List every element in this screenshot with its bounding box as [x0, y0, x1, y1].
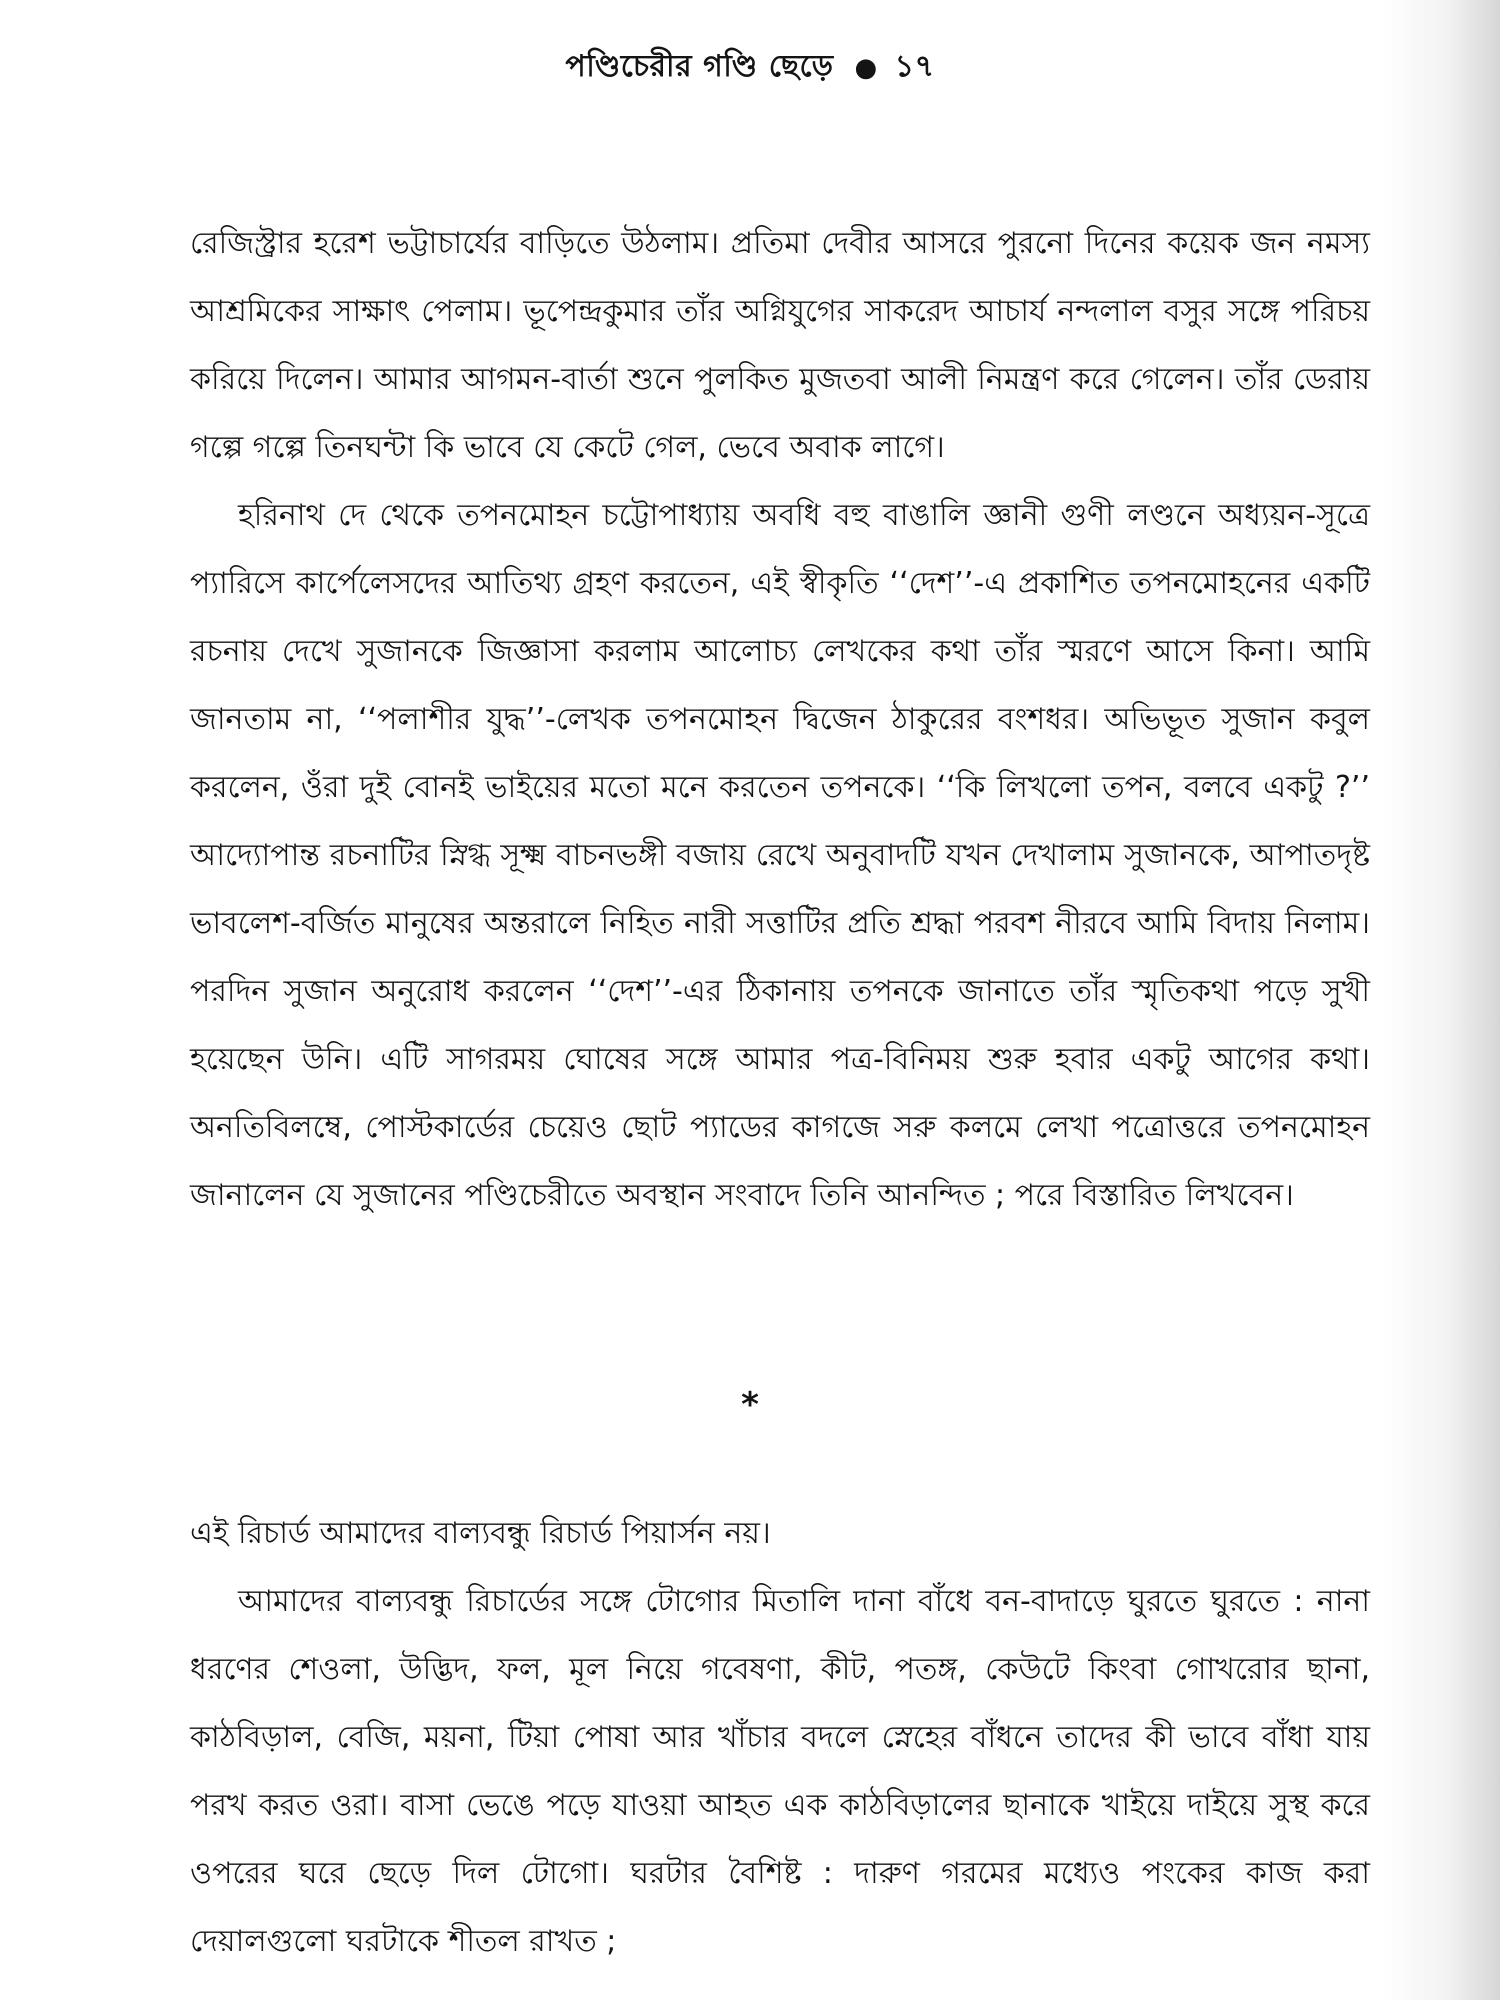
section-one: [190, 210, 1370, 1230]
paragraph: এই রিচার্ড আমাদের বাল্যবন্ধু রিচার্ড পিয়ার্সন নয়।: [190, 1516, 771, 1551]
section-two: [190, 1500, 1370, 1976]
paragraph: আমাদের বাল্যবন্ধু রিচার্ডের সঙ্গে টোগোর মিতালি দানা বাঁধে বন-বাদাড়ে ঘুরতে ঘুরতে : নানা ধরণের শেওলা, উদ্ভিদ, ফল, মূল নিয়ে গবেষণা, কীট, পতঙ্গ, কেউটে কিংবা গোখরোর ছানা, কাঠবিড়াল, বেজি, ময়না, টিয়া পোষা আর খাঁচার বদলে স্নেহের বাঁধনে তাদের কী ভাবে বাঁধা যায় পরখ করত ওরা। বাসা ভেঙে পড়ে যাওয়া আহত এক কাঠবিড়ালের ছানাকে খাইয়ে দাইয়ে সুস্থ করে ওপরের ঘরে ছেড়ে দিল টোগো। ঘরটার বৈশিষ্ট : দারুণ গরমের মধ্যেও পংকের কাজ করা দেয়ালগুলো ঘরটাকে শীতল রাখত ;: [190, 1584, 1370, 1959]
paragraph: হরিনাথ দে থেকে তপনমোহন চট্টোপাধ্যায় অবধি বহু বাঙালি জ্ঞানী গুণী লণ্ডনে অধ্যয়ন-সূত্রে প্যারিসে কার্পেলেসদের আতিথ্য গ্রহণ করতেন, এই স্বীকৃতি ‘‘দেশ’’-এ প্রকাশিত তপনমোহনের একটি রচনায় দেখে সুজানকে জিজ্ঞাসা করলাম আলোচ্য লেখকের কথা তাঁর স্মরণে আসে কিনা। আমি জানতাম না, ‘‘পলাশীর যুদ্ধ’’-লেখক তপনমোহন দ্বিজেন ঠাকুরের বংশধর। অভিভূত সুজান কবুল করলেন, ওঁরা দুই বোনই ভাইয়ের মতো মনে করতেন তপনকে। ‘‘কি লিখলো তপন, বলবে একটু ?’’ আদ্যোপান্ত রচনাটির স্নিগ্ধ সূক্ষ্ম বাচনভঙ্গী বজায় রেখে অনুবাদটি যখন দেখালাম সুজানকে, আপাতদৃষ্ট ভাবলেশ-বর্জিত মানুষের অন্তরালে নিহিত নারী সত্তাটির প্রতি শ্রদ্ধা পরবশ নীরবে আমি বিদায় নিলাম। পরদিন সুজান অনুরোধ করলেন ‘‘দেশ’’-এর ঠিকানায় তপনকে জানাতে তাঁর স্মৃতিকথা পড়ে সুখী হয়েছেন উনি। এটি সাগরময় ঘোষের সঙ্গে আমার পত্র-বিনিময় শুরু হবার একটু আগের কথা। অনতিবিলম্বে, পোস্টকার্ডের চেয়েও ছোট প্যাডের কাগজে সরু কলমে লেখা পত্রোত্তরে তপনমোহন জানালেন যে সুজানের পণ্ডিচেরীতে অবস্থান সংবাদে তিনি আনন্দিত ; পরে বিস্তারিত লিখবেন।: [190, 498, 1370, 1213]
running-head-title: পণ্ডিচেরীর গণ্ডি ছেড়ে: [565, 49, 834, 84]
page-number: ১৭: [894, 49, 935, 84]
paragraph: রেজিস্ট্রার হরেশ ভট্টাচার্যের বাড়িতে উঠলাম। প্রতিমা দেবীর আসরে পুরনো দিনের কয়েক জন নমস্য আশ্রমিকের সাক্ষাৎ পেলাম। ভূপেন্দ্রকুমার তাঁর অগ্নিযুগের সাকরেদ আচার্য নন্দলাল বসুর সঙ্গে পরিচয় করিয়ে দিলেন। আমার আগমন-বার্তা শুনে পুলকিত মুজতবা আলী নিমন্ত্রণ করে গেলেন। তাঁর ডেরায় গল্পে গল্পে তিনঘন্টা কি ভাবে যে কেটে গেল, ভেবে অবাক লাগে।: [190, 226, 1370, 465]
section-divider: *: [741, 1385, 759, 1425]
running-head: [0, 42, 1500, 93]
bullet-icon: ●: [854, 53, 878, 83]
